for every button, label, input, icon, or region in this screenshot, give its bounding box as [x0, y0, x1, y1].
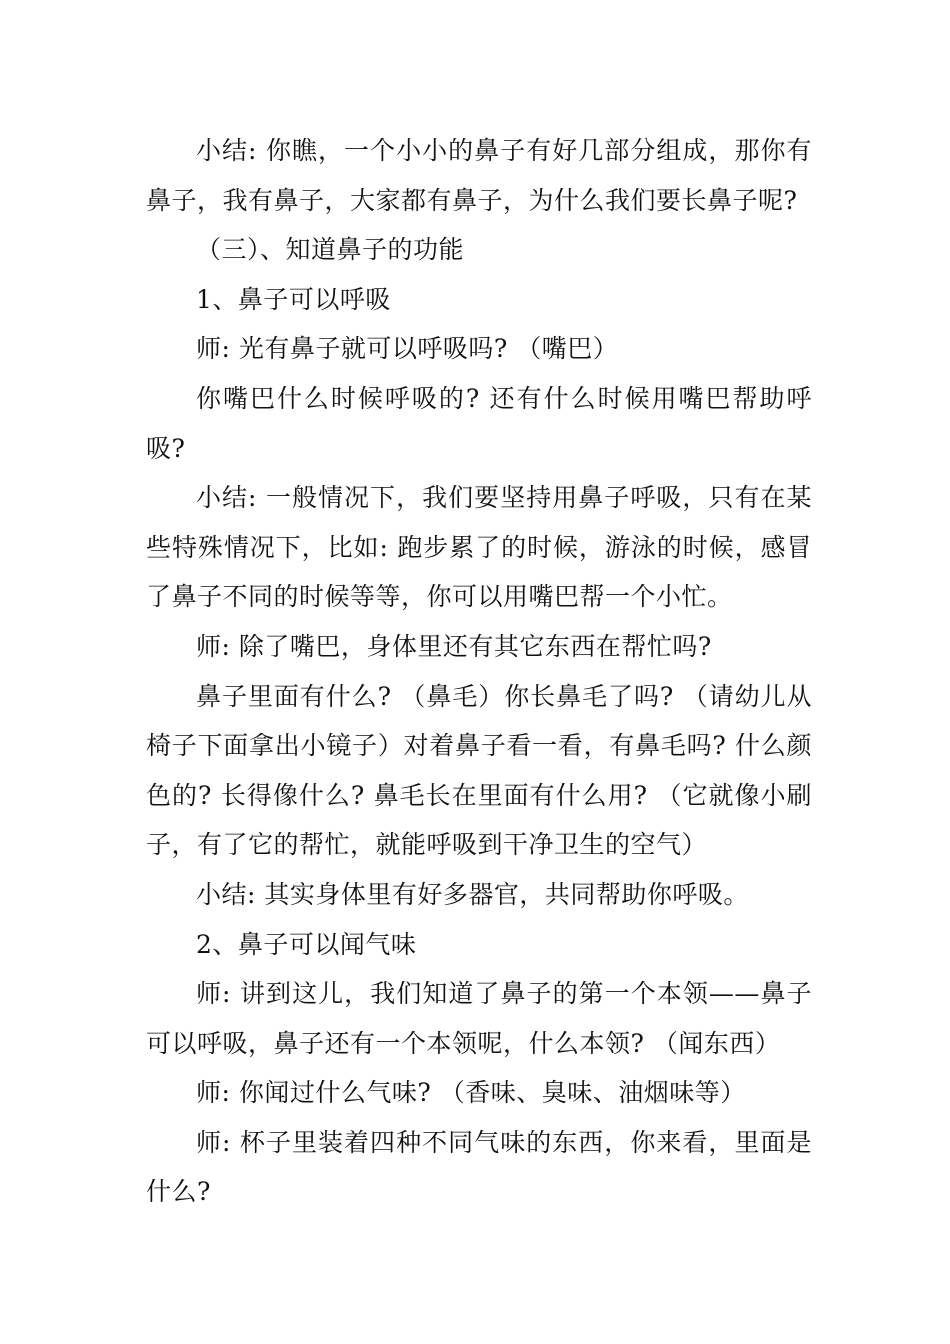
section-heading-nose-function: （三）、知道鼻子的功能 [196, 235, 465, 265]
subheading-breathing: 1、鼻子可以呼吸 [196, 284, 391, 314]
paragraph-teacher-question-helpers: 师: 除了嘴巴，身体里还有其它东西在帮忙吗? [196, 631, 712, 661]
paragraph-summary-organs: 小结: 其实身体里有好多器官，共同帮助你呼吸。 [196, 879, 749, 909]
subheading-smelling: 2、鼻子可以闻气味 [196, 929, 417, 959]
paragraph-mouth-breathing-question: 你嘴巴什么时候呼吸的? 还有什么时候用嘴巴帮助呼吸? [146, 383, 812, 463]
paragraph-teacher-cups: 师: 杯子里装着四种不同气味的东西，你来看，里面是什么? [146, 1127, 812, 1207]
document-body [146, 126, 812, 1217]
paragraph-nose-hair: 鼻子里面有什么? （鼻毛）你长鼻毛了吗? （请幼儿从椅子下面拿出小镜子）对着鼻子看一看，有鼻毛吗? 什么颜色的? 长得像什么? 鼻毛长在里面有什么用? （它就像小刷子，有了它的帮忙，就能呼吸到干净卫生的空气） [146, 681, 812, 860]
paragraph-teacher-smells: 师: 你闻过什么气味? （香味、臭味、油烟味等） [196, 1078, 746, 1108]
paragraph-teacher-second-skill: 师: 讲到这儿，我们知道了鼻子的第一个本领——鼻子可以呼吸，鼻子还有一个本领呢，什么本领? （闻东西） [146, 979, 812, 1058]
paragraph-summary-nose-parts: 小结: 你瞧，一个小小的鼻子有好几部分组成，那你有鼻子，我有鼻子，大家都有鼻子，为什么我们要长鼻子呢? [146, 136, 812, 215]
paragraph-teacher-question-mouth: 师: 光有鼻子就可以呼吸吗? （嘴巴） [196, 334, 619, 364]
paragraph-summary-breathing: 小结: 一般情况下，我们要坚持用鼻子呼吸，只有在某些特殊情况下，比如: 跑步累了的时候，游泳的时候，感冒了鼻子不同的时候等等，你可以用嘴巴帮一个小忙。 [146, 483, 812, 612]
